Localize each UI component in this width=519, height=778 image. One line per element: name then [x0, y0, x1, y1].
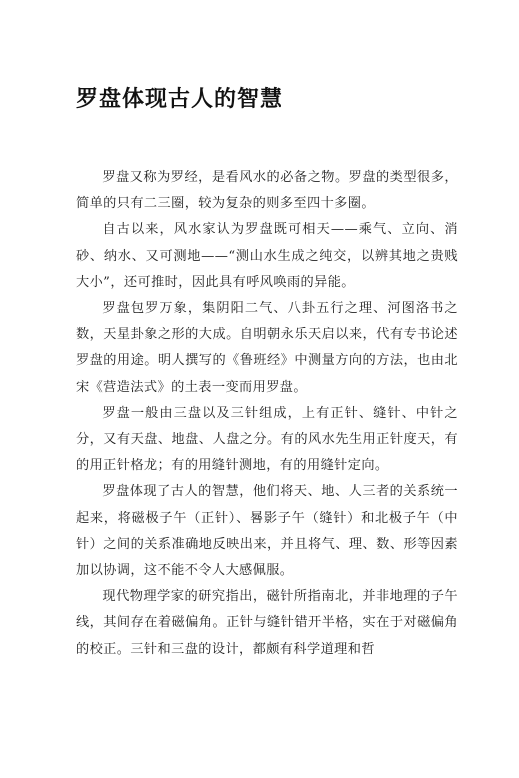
paragraph: 现代物理学家的研究指出，磁针所指南北，并非地理的子午线，其间存在着磁偏角。正针与缝针错开半格，实在于对磁偏角的校正。三针和三盘的设计，都颇有科学道理和哲 [76, 589, 458, 657]
page-title: 罗盘体现古人的智慧 [76, 86, 284, 112]
paragraph: 罗盘体现了古人的智慧，他们将天、地、人三者的关系统一起来，将磁极子午（正针）、晷影子午（缝针）和北极子午（中针）之间的关系准确地反映出来，并且将气、理、数、形等因素加以协调，这不能不令人大感佩服。 [76, 484, 458, 579]
paragraph: 罗盘又称为罗经，是看风水的必备之物。罗盘的类型很多，简单的只有二三圈，较为复杂的则多至四十多圈。 [76, 170, 458, 212]
paragraph: 罗盘一般由三盘以及三针组成，上有正针、缝针、中针之分，又有天盘、地盘、人盘之分。有的风水先生用正针度天，有的用正针格龙；有的用缝针测地，有的用缝针定向。 [76, 405, 458, 474]
paragraph: 罗盘包罗万象，集阴阳二气、八卦五行之理、河图洛书之数，天星卦象之形的大成。自明朝永乐天启以来，代有专书论述罗盘的用途。明人撰写的《鲁班经》中测量方向的方法，也由北宋《营造法式》的土表一变而用罗盘。 [76, 301, 458, 395]
paragraph: 自古以来，风水家认为罗盘既可相天——乘气、立向、消砂、纳水、又可测地——“测山水生成之纯交，以辨其地之贵贱大小”，还可推时，因此具有呼风唤雨的异能。 [76, 222, 458, 290]
article-body [76, 165, 458, 663]
